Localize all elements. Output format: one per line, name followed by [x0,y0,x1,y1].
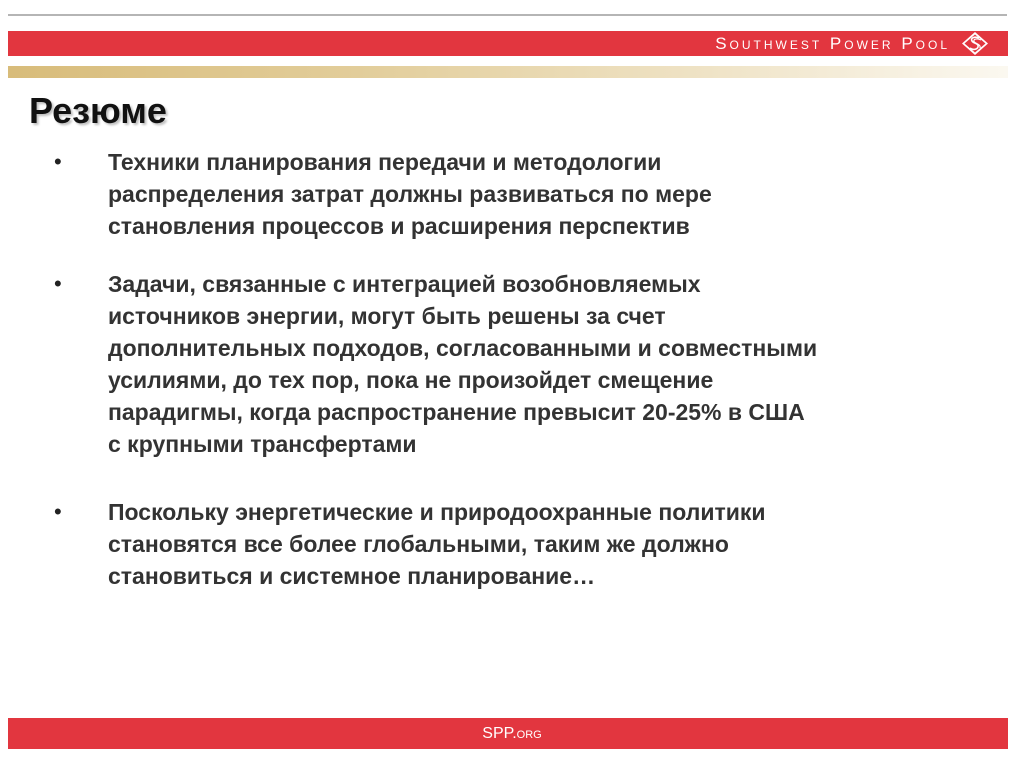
bullet-marker: • [54,271,62,296]
bullet-text: Поскольку энергетические и природоохранные политики становятся все более глобальными, таким же должно становиться и системное планирование… [108,499,766,589]
header-bar [8,31,1008,56]
slide-title: Резюме [29,90,167,131]
brand-name: Southwest Power Pool [715,34,950,53]
bullet-marker: • [54,149,62,174]
bullet-text: Задачи, связанные с интеграцией возобновляемых источников энергии, могут быть решены за счет дополнительных подходов, согласованными и совместными усилиями, до тех пор, пока не произойдет смещение парадигмы, когда распространение превысит 20-25% в США с крупными трансфертами [108,271,818,457]
gold-band [8,66,1008,78]
top-rule [8,14,1007,16]
bullet-marker: • [54,499,62,524]
footer-site: SPP.org [482,725,542,742]
spp-logo-icon [960,31,990,56]
footer-bar [8,718,1008,749]
bullet-text: Техники планирования передачи и методологии распределения затрат должны развиваться по мере становления процессов и расширения перспектив [108,149,712,239]
